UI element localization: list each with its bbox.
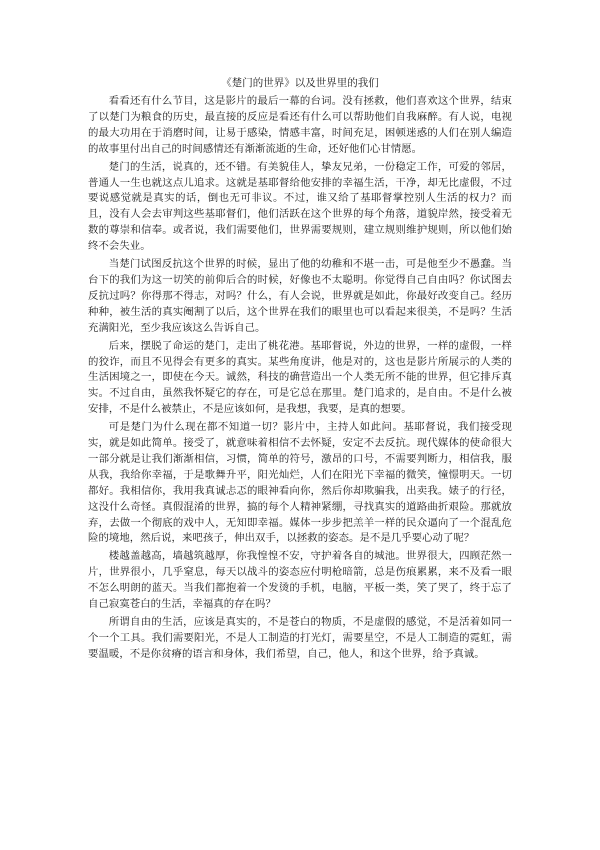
paragraph: 后来，摆脱了命运的楚门，走出了桃花港。基耶督说，外边的世界，一样的虚假，一样的狡诈，而且不见得会有更多的真实。某些角度讲，他是对的，这也是影片所展示的人类的生活困境之一，即使在今天。诚然，科技的确营造出一个人类无所不能的世界，但它排斥真实。不过自由，虽然我怀疑它的存在，可是它总在那里。楚门追求的，是自由。不是什么被安排，不是什么被禁止，不是应该如何，是我想，我要，是真的想要。 <box>88 339 512 416</box>
paragraph: 可是楚门为什么现在都不知道一切？影片中，主持人如此问。基耶督说，我们接受现实，就是如此简单。接受了，就意味着相信不去怀疑，安定不去反抗。现代媒体的使命很大一部分就是让我们渐渐相信，习惯，简单的符号，激昂的口号，不需要判断力，相信我，服从我，我给你幸福，于是歌舞升平，阳光灿烂，人们在阳光下幸福的微笑，憧憬明天。一切都好。我相信你，我用我真诚忐忑的眼神看向你，然后你却欺骗我，出卖我。婊子的行径，这没什么奇怪。真假混淆的世界，搞的每个人精神紧绷，寻找真实的道路曲折艰险。那就放弃，去做一个彻底的戏中人，无知即幸福。媒体一步步把羔羊一样的民众逼向了一个混乱危险的境地，然后说，来吧孩子，伸出双手，以拯救的姿态。是不是几乎要心动了呢？ <box>88 421 512 545</box>
paragraph: 当楚门试图反抗这个世界的时候，显出了他的幼稚和不堪一击，可是他至少不愚蠢。当台下的我们为这一切笑的前仰后合的时候，好像也不太聪明。你觉得自己自由吗？你试图去反抗过吗？你得那不得志，对吗？什么，有人会说，世界就是如此，你最好改变自己。经历种种，被生活的真实阉割了以后，这个世界在我们的眼里也可以看起来很美，不是吗？生活充满阳光，至少我应该这么告诉自己。 <box>88 258 512 334</box>
paragraph: 楼越盖越高，墙越筑越厚，你我惶惶不安，守护着各自的城池。世界很大，四顾茫然一片，世界很小，几乎窒息，每天以战斗的姿态应付明枪暗箭，总是伤痕累累，来不及看一眼不怎么明朗的蓝天。当我们都抱着一个发烫的手机，电脑，平板一类，笑了哭了，终于忘了自己寂寞苍白的生活，幸福真的存在吗？ <box>88 550 512 611</box>
document-page <box>88 76 512 663</box>
paragraph: 楚门的生活，说真的，还不错。有美貌佳人，挚友兄弟，一份稳定工作，可爱的邻居，普通人一生也就这点儿追求。这就是基耶督给他安排的幸福生活，干净，却无比虚假，不过要说感觉就是真实的话，倒也无可非议。不过，谁又给了基耶督掌控别人生活的权力？而且，没有人会去审判这些基耶督们，他们活跃在这个世界的每个角落，道貌岸然，接受着无数的尊崇和信奉。或者说，我们需要他们，世界需要规则，建立规则维护规则，所以他们始终不会失业。 <box>88 160 512 253</box>
paragraph: 看看还有什么节目，这是影片的最后一幕的台词。没有拯救，他们喜欢这个世界，结束了以楚门为粮食的历史，最直接的反应是看还有什么可以帮助他们自我麻醉。有人说，电视的最大功用在于消磨时间，让易于感染，情感丰富，时间充足，困顿迷惑的人们在别人编造的故事里付出自己的时间感情还有渐渐流逝的生命，还好他们心甘情愿。 <box>88 95 512 155</box>
paragraph: 所谓自由的生活，应该是真实的，不是苍白的物质，不是虚假的感觉，不是活着如同一个一个工具。我们需要阳光，不是人工制造的打光灯，需要星空，不是人工制造的霓虹，需要温暖，不是你贫瘠的语言和身体，我们希望，自己，他人，和这个世界，给予真诚。 <box>88 616 512 660</box>
document-title: 《楚门的世界》以及世界里的我们 <box>221 77 379 89</box>
